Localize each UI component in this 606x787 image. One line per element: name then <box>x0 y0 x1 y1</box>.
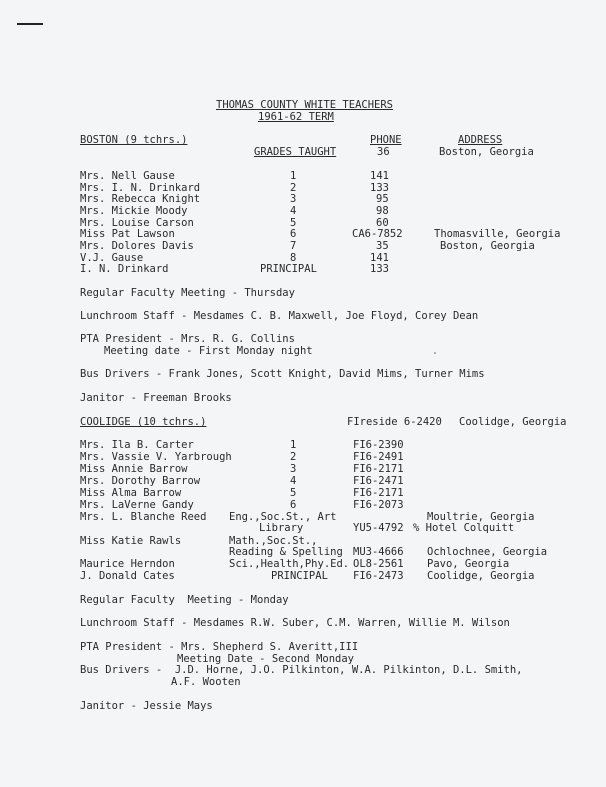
boston-lunchroom-staff: Lunchroom Staff - Mesdames C. B. Maxwell, Joe Floyd, Corey Dean <box>80 310 479 322</box>
teacher-name: Mrs. Ila B. Carter <box>80 439 194 451</box>
teacher-grade: 1 <box>290 170 297 182</box>
teacher-name: Mrs. Rebecca Knight <box>80 193 201 205</box>
teacher-phone: OL8-2561 <box>353 558 404 570</box>
teacher-name: Miss Pat Lawson <box>80 228 175 240</box>
teacher-phone: FI6-2491 <box>353 451 404 463</box>
coolidge-pta-meeting: Meeting Date - Second Monday <box>177 653 355 665</box>
teacher-grade: 8 <box>290 252 297 264</box>
teacher-grade: 6 <box>290 499 297 511</box>
document-term: 1961-62 TERM <box>258 111 334 123</box>
teacher-phone: FI6-2471 <box>353 475 404 487</box>
teacher-phone: FI6-2390 <box>353 439 404 451</box>
teacher-address-line2: % Hotel Colquitt <box>413 522 515 534</box>
teacher-name: Mrs. Nell Gause <box>80 170 175 182</box>
teacher-subjects: Sci.,Health,Phy.Ed. <box>229 558 350 570</box>
teacher-phone: MU3-4666 <box>353 546 404 558</box>
teacher-phone: FI6-2073 <box>353 499 404 511</box>
boston-pta-president: PTA President - Mrs. R. G. Collins <box>80 333 295 345</box>
boston-bus-drivers: Bus Drivers - Frank Jones, Scott Knight, David Mims, Turner Mims <box>80 368 485 380</box>
teacher-subjects: Eng.,Soc.St., Art <box>229 511 337 523</box>
phone-column-header: PHONE <box>370 134 402 146</box>
teacher-grade: 3 <box>290 193 297 205</box>
teacher-name: Mrs. Louise Carson <box>80 217 194 229</box>
teacher-name: Miss Annie Barrow <box>80 463 188 475</box>
teacher-address: Thomasville, Georgia <box>434 228 561 240</box>
teacher-subjects-line2: Library <box>259 522 304 534</box>
teacher-phone: 95 <box>376 193 389 205</box>
teacher-grade: 2 <box>290 451 297 463</box>
teacher-grade: 1 <box>290 439 297 451</box>
teacher-name: V.J. Gause <box>80 252 144 264</box>
teacher-name: Mrs. LaVerne Gandy <box>80 499 194 511</box>
coolidge-lunchroom-staff: Lunchroom Staff - Mesdames R.W. Suber, C.M. Warren, Willie M. Wilson <box>80 617 510 629</box>
teacher-name: Mrs. Dolores Davis <box>80 240 194 252</box>
teacher-address: Ochlochnee, Georgia <box>427 546 548 558</box>
address-column-header: ADDRESS <box>458 134 503 146</box>
teacher-grade: 5 <box>290 217 297 229</box>
teacher-name: Mrs. Dorothy Barrow <box>80 475 201 487</box>
teacher-address: Coolidge, Georgia <box>427 570 535 582</box>
teacher-phone: 141 <box>370 252 389 264</box>
teacher-phone: FI6-2171 <box>353 463 404 475</box>
teacher-phone: CA6-7852 <box>352 228 403 240</box>
teacher-grade: 3 <box>290 463 297 475</box>
boston-address: Boston, Georgia <box>439 146 534 158</box>
teacher-grade: 4 <box>290 475 297 487</box>
teacher-name: Mrs. I. N. Drinkard <box>80 182 201 194</box>
teacher-grade: 5 <box>290 487 297 499</box>
teacher-grade: 6 <box>290 228 297 240</box>
teacher-phone: 133 <box>370 263 389 275</box>
teacher-subjects: Math.,Soc.St., <box>229 535 318 547</box>
teacher-phone: 60 <box>376 217 389 229</box>
teacher-name: Mrs. L. Blanche Reed <box>80 511 207 523</box>
coolidge-bus-drivers: Bus Drivers - J.D. Horne, J.O. Pilkinton, W.A. Pilkinton, D.L. Smith, <box>80 664 523 676</box>
teacher-name: J. Donald Cates <box>80 570 175 582</box>
coolidge-address: Coolidge, Georgia <box>459 416 567 428</box>
paper-speck <box>434 352 436 354</box>
teacher-grade: 7 <box>290 240 297 252</box>
teacher-name: Miss Alma Barrow <box>80 487 182 499</box>
teacher-phone: 98 <box>376 205 389 217</box>
teacher-grade: PRINCIPAL <box>260 263 317 275</box>
coolidge-janitor: Janitor - Jessie Mays <box>80 700 213 712</box>
teacher-grade: 4 <box>290 205 297 217</box>
coolidge-pta-president: PTA President - Mrs. Shepherd S. Averitt,III <box>80 641 359 653</box>
boston-pta-meeting: Meeting date - First Monday night <box>104 345 313 357</box>
boston-phone-prefix: 36 <box>377 146 390 158</box>
margin-dash <box>17 23 43 25</box>
teacher-subjects-line2: Reading & Spelling <box>229 546 343 558</box>
coolidge-phone: FIreside 6-2420 <box>347 416 442 428</box>
boston-janitor: Janitor - Freeman Brooks <box>80 392 232 404</box>
teacher-name: Mrs. Vassie V. Yarbrough <box>80 451 232 463</box>
coolidge-heading: COOLIDGE (10 tchrs.) <box>80 416 207 428</box>
teacher-phone: 141 <box>370 170 389 182</box>
teacher-grade: 2 <box>290 182 297 194</box>
teacher-address: Moultrie, Georgia <box>427 511 535 523</box>
grades-column-header: GRADES TAUGHT <box>254 146 337 158</box>
teacher-name: I. N. Drinkard <box>80 263 169 275</box>
teacher-phone: YU5-4792 <box>353 522 404 534</box>
teacher-phone: FI6-2171 <box>353 487 404 499</box>
teacher-address: Pavo, Georgia <box>427 558 510 570</box>
teacher-name: Miss Katie Rawls <box>80 535 182 547</box>
teacher-phone: 133 <box>370 182 389 194</box>
teacher-phone: 35 <box>376 240 389 252</box>
teacher-address: Boston, Georgia <box>440 240 535 252</box>
teacher-phone: FI6-2473 <box>353 570 404 582</box>
boston-heading: BOSTON (9 tchrs.) <box>80 134 188 146</box>
teacher-role: PRINCIPAL <box>271 570 328 582</box>
document-title: THOMAS COUNTY WHITE TEACHERS <box>216 99 394 111</box>
coolidge-faculty-meeting: Regular Faculty Meeting - Monday <box>80 594 289 606</box>
coolidge-bus-drivers-line2: A.F. Wooten <box>171 676 241 688</box>
teacher-name: Maurice Herndon <box>80 558 175 570</box>
teacher-name: Mrs. Mickie Moody <box>80 205 188 217</box>
boston-faculty-meeting: Regular Faculty Meeting - Thursday <box>80 287 295 299</box>
